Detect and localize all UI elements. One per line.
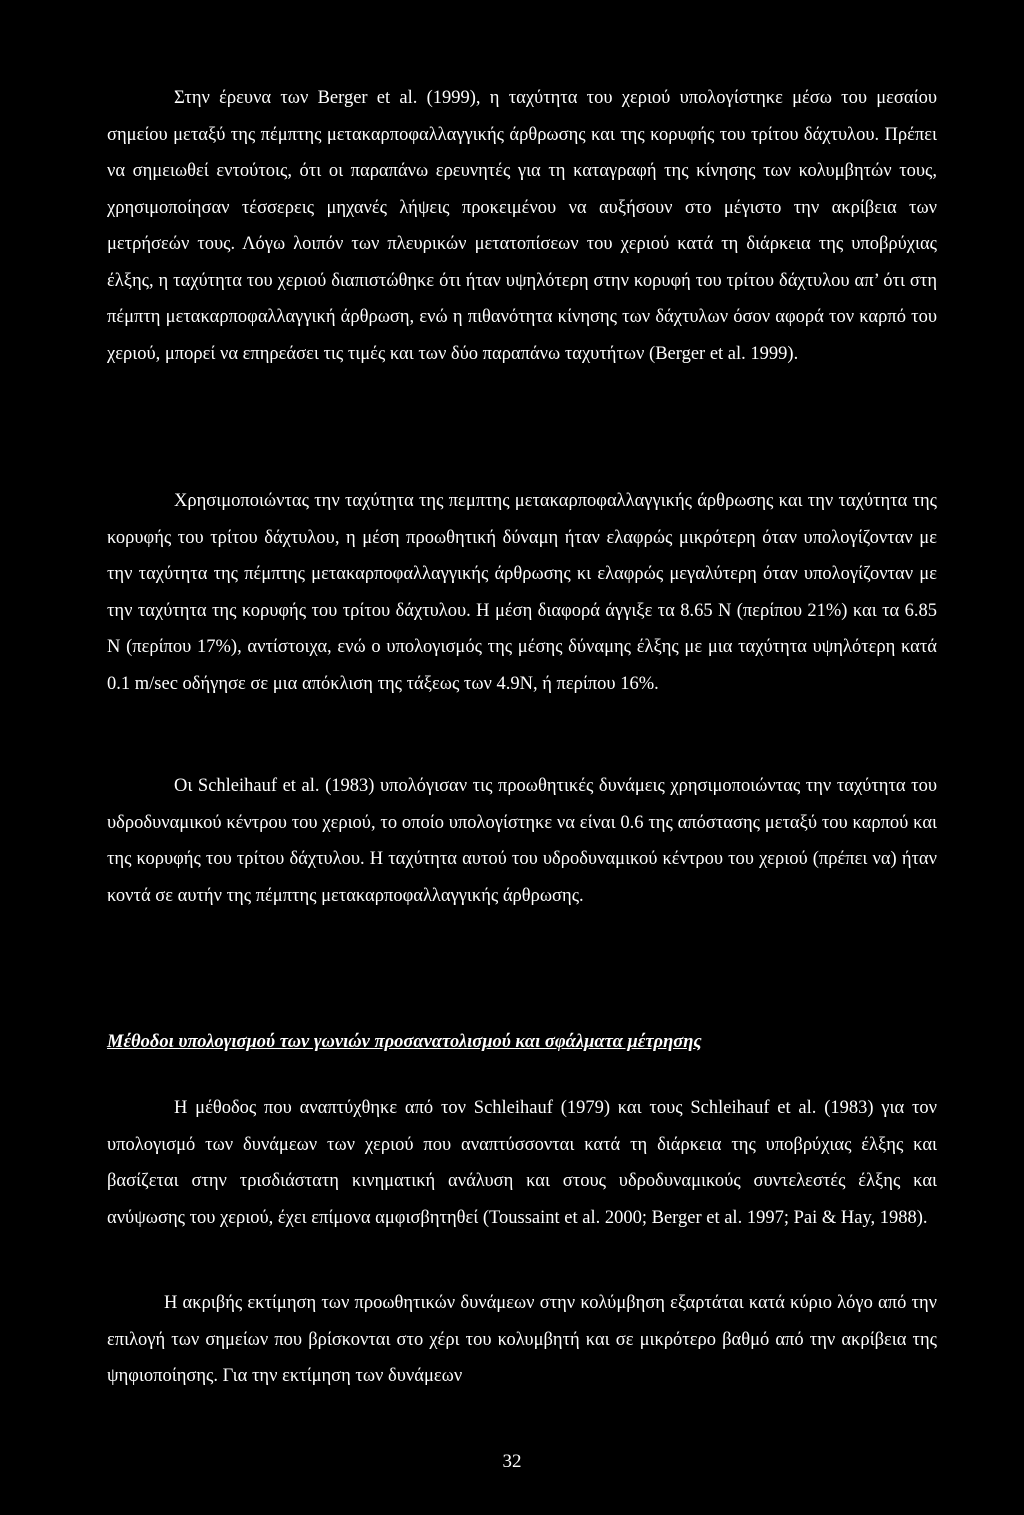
paragraph-berger-study: Στην έρευνα των Berger et al. (1999), η ταχύτητα του χεριού υπολογίστηκε μέσω του μεσαίου σημείου μεταξύ της πέμπτης μετακαρποφαλλαγγικής άρθρωσης και της κορυφής του τρίτου δάχτυλου. Πρέπει να σημειωθεί εντούτοις, ότι οι παραπάνω ερευνητές για τη καταγραφή της κίνησης των κολυμβητών τους, χρησιμοποίησαν τέσσερεις μηχανές λήψεις προκειμένου να αυξήσουν στο μέγιστο την ακρίβεια των μετρήσεών τους. Λόγω λοιπόν των πλευρικών μετατοπίσεων του χεριού κατά τη διάρκεια της υποβρύχιας έλξης, η ταχύτητα του χεριού διαπιστώθηκε ότι ήταν υψηλότερη στην κορυφή του τρίτου δάχτυλου απ’ ότι στη πέμπτη μετακαρποφαλλαγγική άρθρωση, ενώ η πιθανότητα κίνησης των δάχτυλων όσον αφορά τον καρπό του χεριού, μπορεί να επηρεάσει τις τιμές και των δύο παραπάνω ταχυτήτων (Berger et al. 1999).	[107, 88, 937, 364]
paragraph-force-estimation: Η ακριβής εκτίμηση των προωθητικών δυνάμεων στην κολύμβηση εξαρτάται κατά κύριο λόγο από την επιλογή των σημείων που βρίσκονται στο χέρι του κολυμβητή και σε μικρότερο βαθμό από την ακρίβεια της ψηφιοποίησης. Για την εκτίμηση των δυνάμεων	[107, 1293, 937, 1386]
paragraph-schleihauf-hydrodynamic-center: Οι Schleihauf et al. (1983) υπολόγισαν τις προωθητικές δυνάμεις χρησιμοποιώντας την ταχύτητα του υδροδυναμικού κέντρου του χεριού, το οποίο υπολογίστηκε να είναι 0.6 της απόστασης μεταξύ του καρπού και της κορυφής του τρίτου δάχτυλου. Η ταχύτητα αυτού του υδροδυναμικού κέντρου του χεριού (πρέπει να) ήταν κοντά σε αυτήν της πέμπτης μετακαρποφαλλαγγικής άρθρωσης.	[107, 776, 937, 906]
page-number: 32	[502, 1451, 522, 1472]
paragraph-method-disputed: Η μέθοδος που αναπτύχθηκε από τον Schleihauf (1979) και τους Schleihauf et al. (1983) για τον υπολογισμό των δυνάμεων των χεριού που αναπτύσσονται κατά τη διάρκεια της υποβρύχιας έλξης και βασίζεται στην τρισδιάστατη κινηματική ανάλυση και στους υδροδυναμικούς συντελεστές έλξης και ανύψωσης του χεριού, έχει επίμονα αμφισβητηθεί (Toussaint et al. 2000; Berger et al. 1997; Pai & Hay, 1988).	[107, 1098, 937, 1228]
section-heading: Μέθοδοι υπολογισμού των γωνιών προσανατολισμού και σφάλματα μέτρησης	[107, 1032, 702, 1052]
paragraph-force-comparison: Χρησιμοποιώντας την ταχύτητα της πεμπτης μετακαρποφαλλαγγικής άρθρωσης και την ταχύτητα της κορυφής του τρίτου δάχτυλου, η μέση προωθητική δύναμη ήταν ελαφρώς μικρότερη όταν υπολογίζονταν με την ταχύτητα της πέμπτης μετακαρποφαλλαγγικής άρθρωσης κι ελαφρώς μεγαλύτερη όταν υπολογίζονταν με την ταχύτητα της κορυφής του τρίτου δάχτυλου. Η μέση διαφορά άγγιξε τα 8.65 Ν (περίπου 21%) και τα 6.85 Ν (περίπου 17%), αντίστοιχα, ενώ ο υπολογισμός της μέσης δύναμης έλξης με μια ταχύτητα υψηλότερη κατά 0.1 m/sec οδήγησε σε μια απόκλιση της τάξεως των 4.9Ν, ή περίπου 16%.	[107, 491, 937, 694]
